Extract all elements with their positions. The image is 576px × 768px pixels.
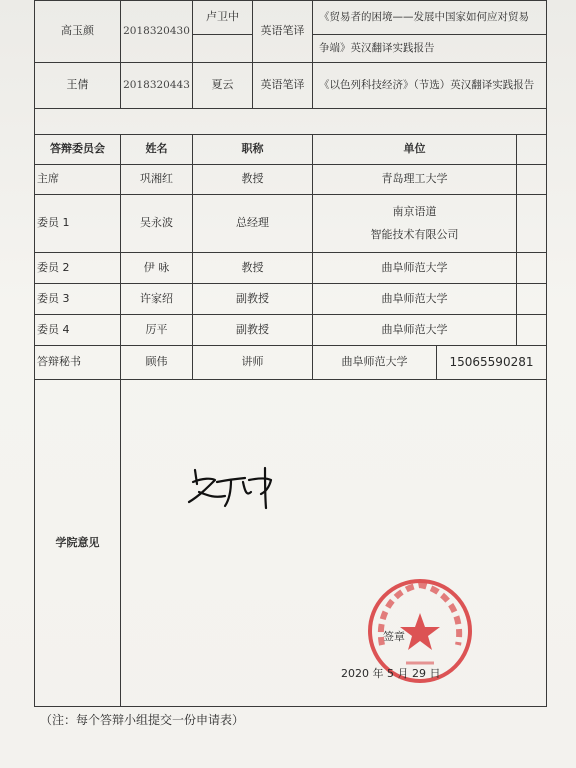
member-name: 许家绍 (121, 284, 193, 315)
member-role: 委员 4 (35, 315, 121, 346)
thesis-title-line1: 《贸易者的困境——发展中国家如何应对贸易 (313, 1, 547, 35)
member-name: 厉平 (121, 315, 193, 346)
member-phone (517, 284, 547, 315)
advisor-name: 夏云 (193, 63, 253, 109)
advisor-empty (193, 35, 253, 63)
member-position: 讲师 (193, 346, 313, 380)
student-name: 高玉颜 (35, 1, 121, 63)
thesis-title-line2: 争端》英汉翻译实践报告 (313, 35, 547, 63)
member-unit: 曲阜师范大学 (313, 346, 437, 380)
major: 英语笔译 (253, 1, 313, 63)
committee-row (35, 253, 547, 284)
member-unit-line1: 南京语道 (392, 204, 437, 218)
student-id: 2018320430 (121, 1, 193, 63)
member-phone (517, 253, 547, 284)
thesis-row (35, 63, 547, 109)
advisor-name: 卢卫中 (193, 1, 253, 35)
defense-application-form (34, 0, 547, 707)
committee-row (35, 315, 547, 346)
opinion-area (121, 380, 547, 707)
opinion-label: 学院意见 (35, 380, 121, 707)
committee-row (35, 165, 547, 195)
committee-header-row (35, 135, 547, 165)
member-phone (517, 195, 547, 253)
opinion-row (35, 380, 547, 707)
member-unit: 曲阜师范大学 (313, 253, 517, 284)
member-phone (517, 165, 547, 195)
member-role: 主席 (35, 165, 121, 195)
header-name: 姓名 (121, 135, 193, 165)
member-role: 答辩秘书 (35, 346, 121, 380)
student-name: 王倩 (35, 63, 121, 109)
header-unit: 单位 (313, 135, 517, 165)
thesis-row (35, 1, 547, 35)
member-role: 委员 1 (35, 195, 121, 253)
thesis-title-line1: 《以色列科技经济》（节选）英汉翻译实践报告 (313, 63, 547, 109)
blank-row (35, 109, 547, 135)
committee-row (35, 284, 547, 315)
member-role: 委员 2 (35, 253, 121, 284)
header-position: 职称 (193, 135, 313, 165)
major: 英语笔译 (253, 63, 313, 109)
member-unit: 曲阜师范大学 (313, 315, 517, 346)
member-unit: 青岛理工大学 (313, 165, 517, 195)
member-position: 副教授 (193, 284, 313, 315)
committee-row (35, 346, 547, 380)
member-name: 吴永波 (121, 195, 193, 253)
member-position: 副教授 (193, 315, 313, 346)
member-unit-line2: 智能技术有限公司 (370, 227, 459, 241)
opinion-date: 2020 年 5 月 29 日 (341, 667, 441, 680)
student-id: 2018320443 (121, 63, 193, 109)
stamp-label: 签章 (383, 630, 405, 643)
header-role: 答辩委员会 (35, 135, 121, 165)
member-phone (517, 315, 547, 346)
member-position: 教授 (193, 253, 313, 284)
member-unit: 曲阜师范大学 (313, 284, 517, 315)
member-unit (313, 195, 517, 253)
member-phone: 15065590281 (437, 346, 547, 380)
member-position: 教授 (193, 165, 313, 195)
committee-row (35, 195, 547, 253)
member-position: 总经理 (193, 195, 313, 253)
member-name: 顾伟 (121, 346, 193, 380)
footnote: （注：每个答辩小组提交一份申请表） (40, 713, 245, 727)
member-name: 伊 咏 (121, 253, 193, 284)
member-name: 巩湘红 (121, 165, 193, 195)
member-role: 委员 3 (35, 284, 121, 315)
signature-image (185, 462, 295, 512)
